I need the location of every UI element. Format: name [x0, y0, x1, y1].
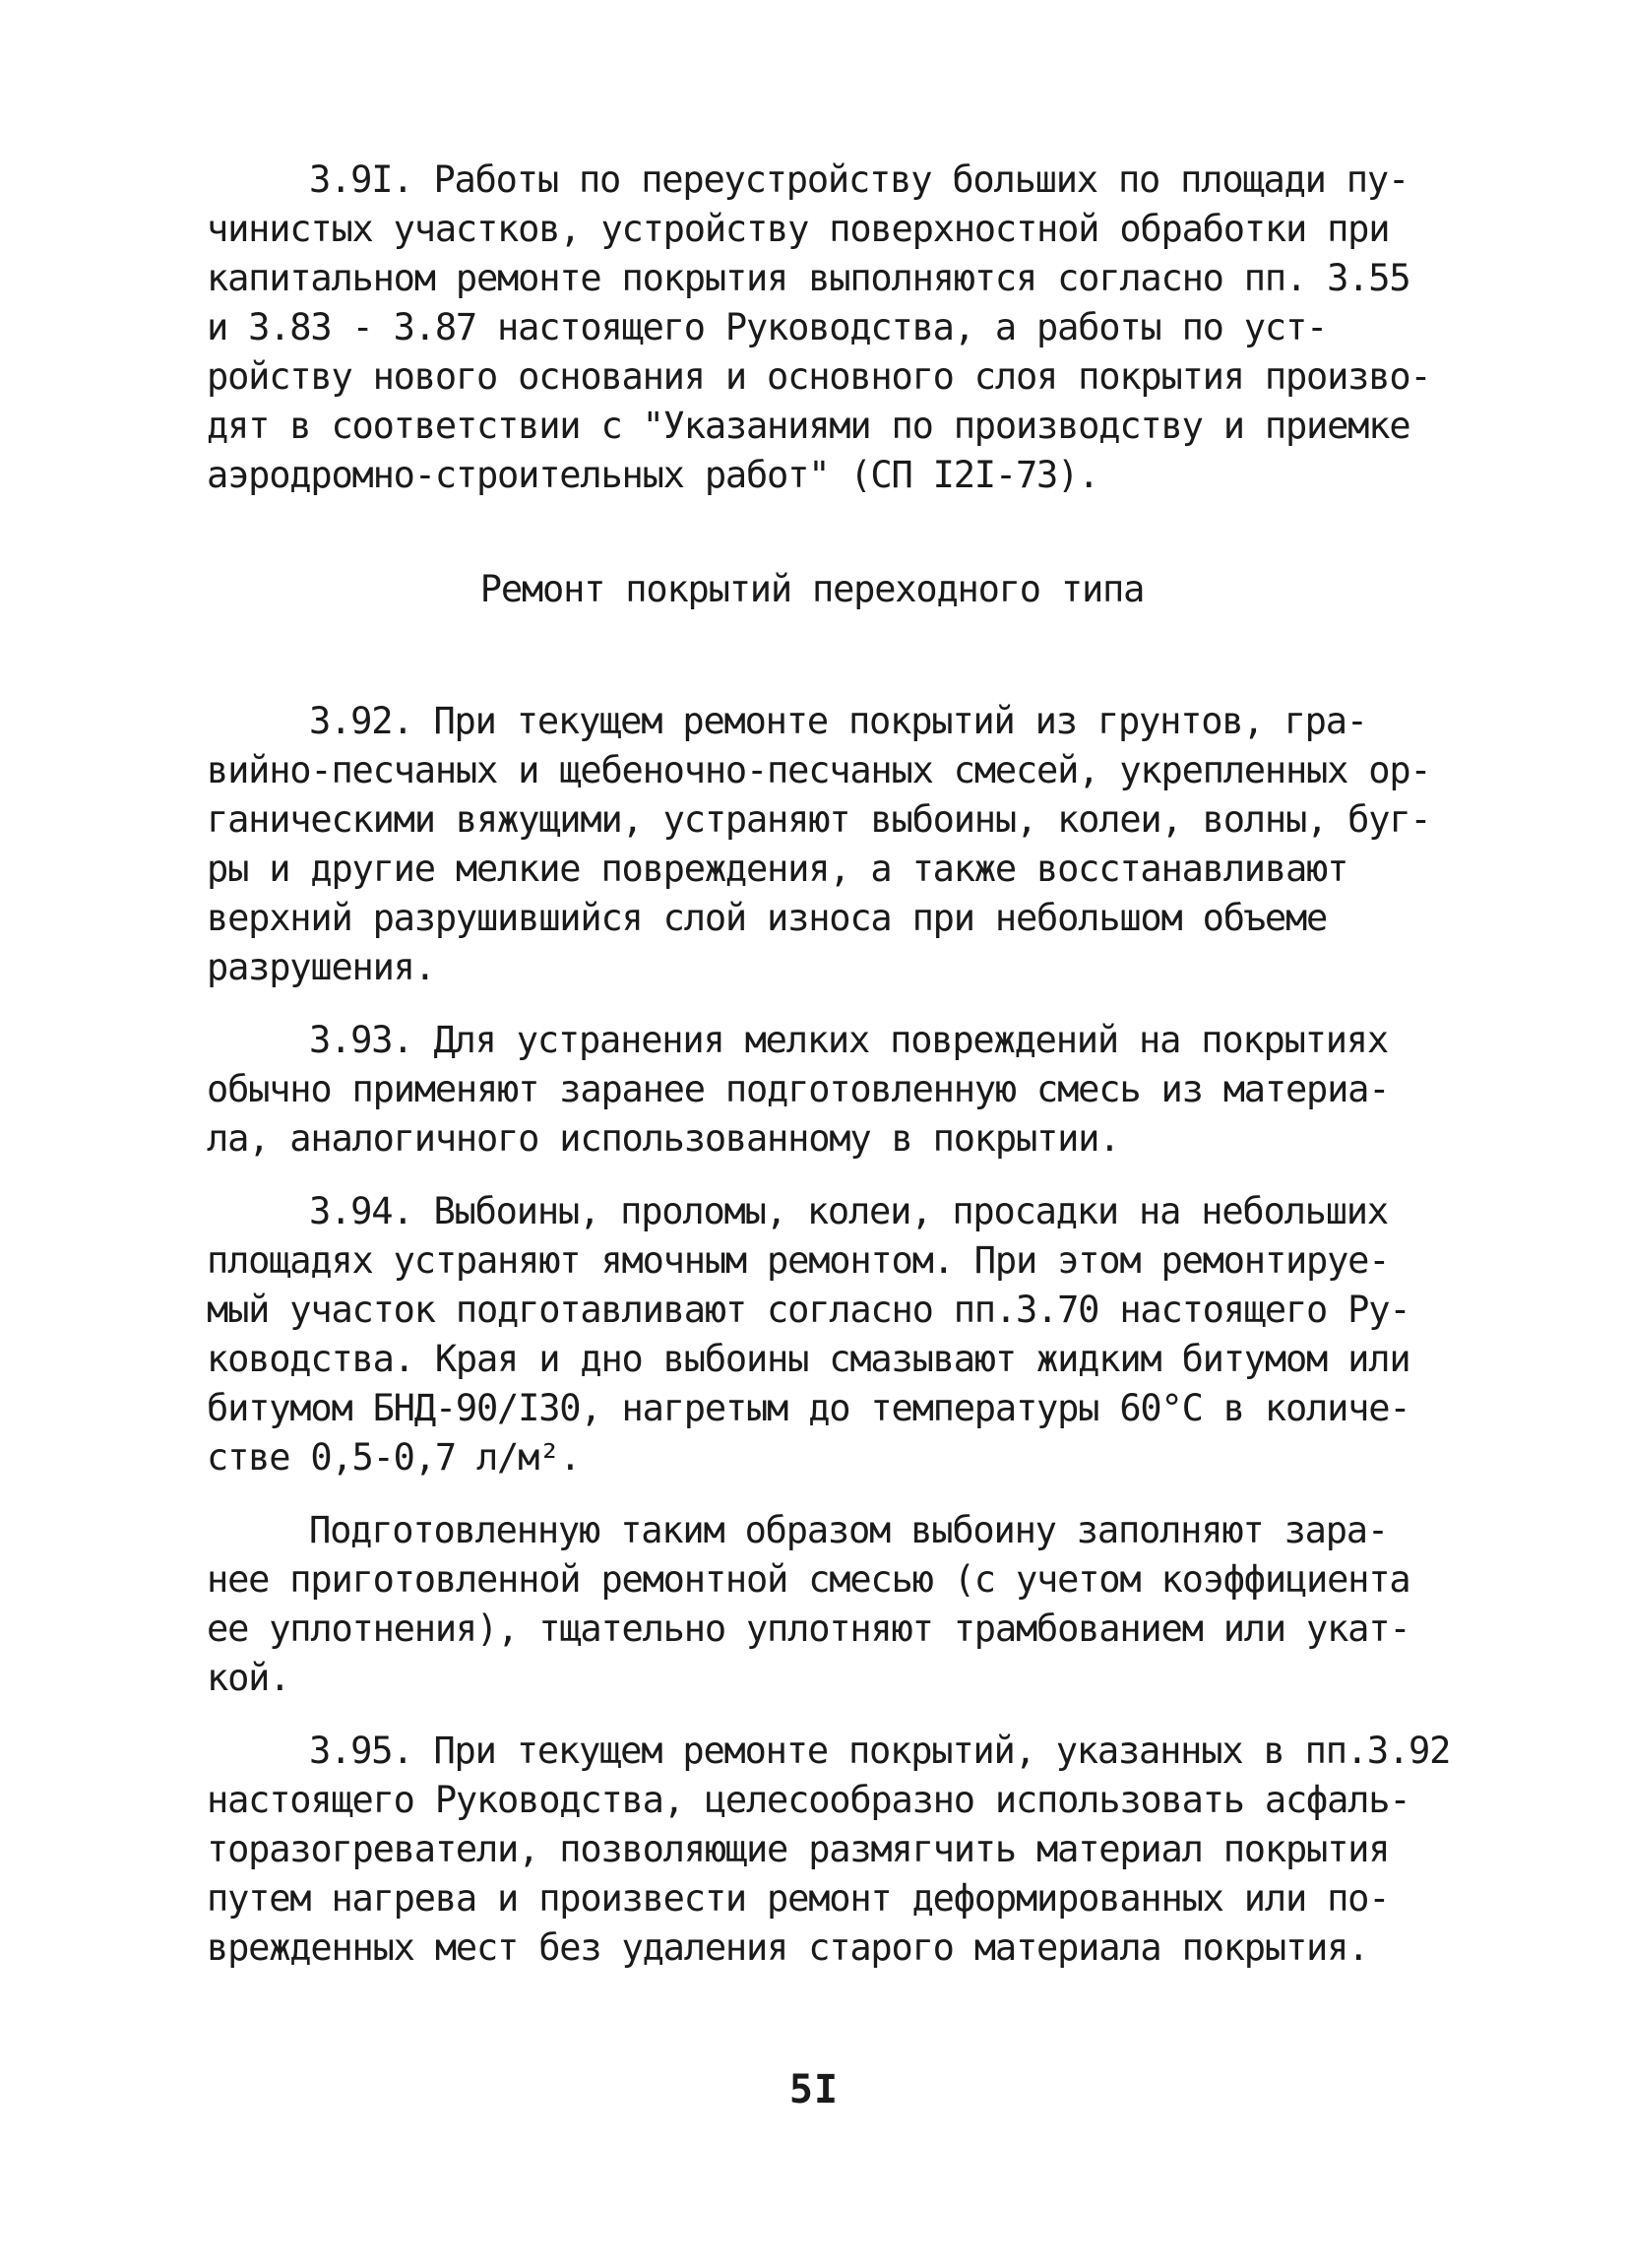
text-line: путем нагрева и произвести ремонт деформированных или по- — [207, 1877, 1390, 1920]
text-line: дят в соответствии с "Указаниями по производству и приемке — [207, 405, 1410, 447]
text-line: стве 0,5-0,7 л/м². — [207, 1436, 581, 1479]
page-number: 5I — [788, 2067, 840, 2112]
text-line: 3.92. При текущем ремонте покрытий из грунтов, гра- — [309, 700, 1367, 742]
text-line: торазогреватели, позволяющие размягчить материал покрытия — [207, 1828, 1390, 1870]
document-page — [207, 156, 1451, 1996]
text-line: верхний разрушившийся слой износа при небольшом объеме — [207, 897, 1328, 939]
text-line: ры и другие мелкие повреждения, а также восстанавливают — [207, 848, 1348, 890]
text-line: ее уплотнения), тщательно уплотняют трамбованием или укат- — [207, 1607, 1410, 1650]
text-line: врежденных мест без удаления старого материала покрытия. — [207, 1926, 1369, 1969]
section-heading: Ремонт покрытий переходного типа — [479, 568, 1145, 610]
text-line: нее приготовленной ремонтной смесью (с учетом коэффициента — [207, 1558, 1410, 1601]
text-line: аэродромно-строительных работ" (СП I2I-73). — [207, 454, 1099, 496]
text-line: обычно применяют заранее подготовленную смесь из материа- — [207, 1068, 1390, 1110]
text-line: площадях устраняют ямочным ремонтом. При этом ремонтируе- — [207, 1239, 1390, 1282]
text-line: капитальном ремонте покрытия выполняются согласно пп. 3.55 — [207, 257, 1410, 299]
text-line: битумом БНД-90/I30, нагретым до температуры 60°С в количе- — [207, 1387, 1410, 1429]
text-line: ройству нового основания и основного слоя покрытия произво- — [207, 355, 1431, 398]
paragraph-3-93 — [207, 1016, 1417, 1164]
text-line: настоящего Руководства, целесообразно использовать асфаль- — [207, 1779, 1410, 1821]
text-line: ководства. Края и дно выбоины смазывают жидким битумом или — [207, 1338, 1410, 1380]
text-line: чинистых участков, устройству поверхностной обработки при — [207, 208, 1390, 250]
text-line: мый участок подготавливают согласно пп.3.70 настоящего Ру- — [207, 1289, 1410, 1331]
text-line: ганическими вяжущими, устраняют выбоины, колеи, волны, буг- — [207, 798, 1431, 841]
paragraph-3-91 — [207, 156, 1431, 500]
text-line: 3.9I. Работы по переустройству больших по площади пу- — [309, 158, 1409, 201]
text-line: 3.93. Для устранения мелких повреждений на покрытиях — [309, 1019, 1388, 1061]
paragraph-3-94 — [207, 1187, 1417, 1482]
text-line: 3.95. При текущем ремонте покрытий, указанных в пп.3.92 — [309, 1730, 1451, 1772]
text-line: кой. — [207, 1657, 290, 1699]
text-line: и 3.83 - 3.87 настоящего Руководства, а работы по уст- — [207, 306, 1328, 348]
paragraph-3-94-continuation — [207, 1506, 1417, 1703]
paragraph-3-92 — [207, 697, 1431, 992]
text-line: 3.94. Выбоины, проломы, колеи, просадки на небольших — [309, 1190, 1388, 1232]
text-line: вийно-песчаных и щебеночно-песчаных смесей, укрепленных ор- — [207, 749, 1431, 791]
text-line: ла, аналогичного использованному в покрытии. — [207, 1117, 1120, 1160]
text-line: разрушения. — [207, 946, 435, 988]
paragraph-3-95 — [207, 1727, 1451, 1973]
text-line: Подготовленную таким образом выбоину заполняют зара- — [309, 1509, 1388, 1551]
